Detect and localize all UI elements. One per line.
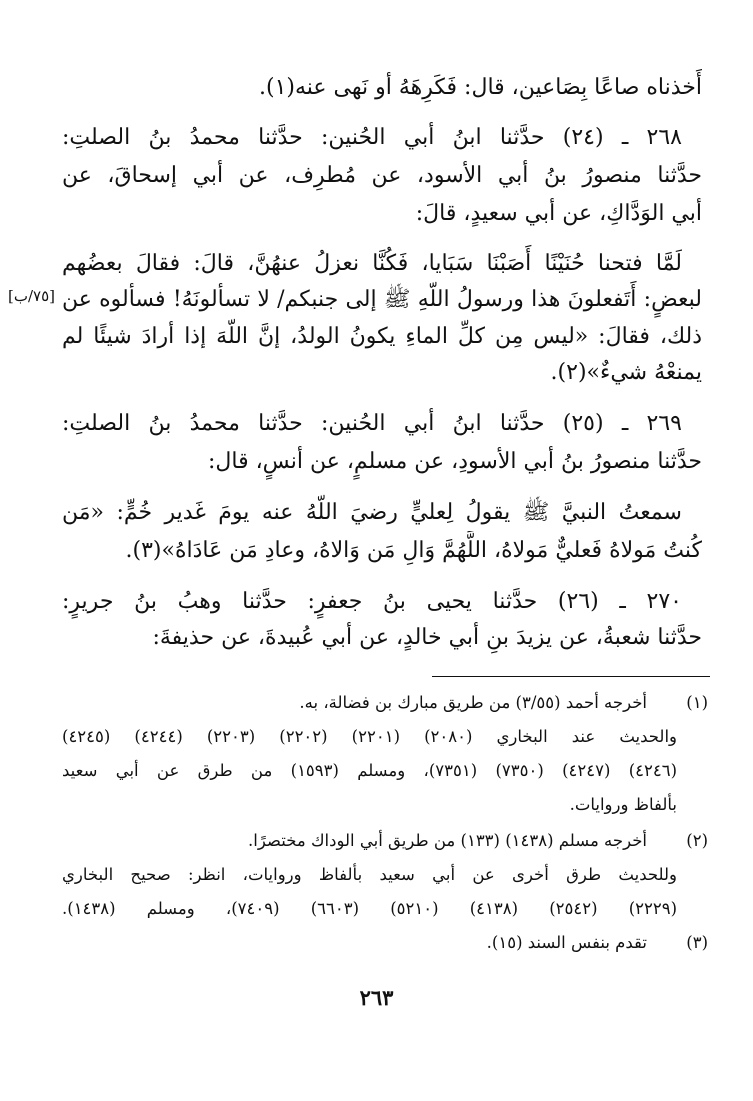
footnote-line: والحديث عند البخاري (٢٠٨٠) (٢٢٠١) (٢٢٠٢) (٢٢٠٣) (٤٢٤٤) (٤٢٤٥) (62, 727, 677, 746)
text-line: يمنعْهُ شيءٌ»(٢). (550, 360, 702, 385)
text-line: حدَّثنا منصورُ بنُ أبي الأسودِ، عن مسلمٍ، عن أنسٍ، قال: (207, 449, 702, 474)
text-line: حدَّثنا شعبةُ، عن يزيدَ بنِ أبي خالدٍ، عن أبي عُبيدةَ، عن حذيفةَ: (152, 625, 702, 650)
text-line: حدَّثنا منصورُ بنُ أبي الأسود، عن مُطرِف، عن أبي إسحاقَ، عن (62, 163, 702, 188)
footnote-number: (١) (686, 693, 708, 712)
hadith-270-heading: ٢٧٠ ـ (٢٦) حدَّثنا يحيى بنُ جعفرٍ: حدَّثنا وهبُ بنُ جريرٍ: (62, 589, 682, 614)
footnote-divider (432, 676, 710, 677)
text-line: أبي الوَدَّاكِ، عن أبي سعيدٍ، قالَ: (415, 201, 702, 226)
hadith-269-heading: ٢٦٩ ـ (٢٥) حدَّثنا ابنُ أبي الحُنين: حدَّثنا محمدُ بنُ الصلتِ: (62, 411, 682, 436)
footnote-number: (٢) (686, 831, 708, 850)
footnote-line: وللحديث طرق أخرى عن أبي سعيد بألفاظ وروايات، انظر: صحيح البخاري (62, 865, 677, 884)
text-line: ذلك، فقالَ: «ليس مِن كلِّ الماءِ يكونُ الولدُ، إنَّ اللّهَ إذا أرادَ شيئًا لم (62, 324, 702, 349)
footnote-line: تقدم بنفس السند (١٥). (486, 933, 647, 952)
text-line: لَمَّا فتحنا حُنَيْنًا أَصَبْنَا سَبَايا، فَكُنَّا نعزلُ عنهُنَّ، قالَ: فقالَ بعضُهم (62, 251, 682, 276)
footnote-line: بألفاظ وروايات. (569, 795, 677, 814)
manuscript-folio-marker: [٧٥/ب] (8, 287, 56, 305)
text-line: أَخذناه صاعًا بِصَاعين، قال: فَكَرِهَهُ أو نَهى عنه(١). (259, 75, 702, 100)
text-line: سمعتُ النبيَّ ﷺ يقولُ لِعليٍّ رضيَ اللّهُ عنه يومَ غَدير خُمٍّ: «مَن (62, 500, 682, 525)
text-line: كُنتُ مَولاهُ فَعليٌّ مَولاهُ، اللَّهُمَّ وَالِ مَن وَالاهُ، وعادِ مَن عَادَاهُ»(٣). (125, 538, 702, 563)
text-line: لبعضٍ: أَتَفعلونَ هذا ورسولُ اللّهِ ﷺ إلى جنبكم/ لا تسألونَهُ! فسألوه عن (62, 287, 702, 312)
page-number: ٢٦٣ (359, 985, 394, 1010)
footnote-number: (٣) (686, 933, 708, 952)
footnote-line: (٤٢٤٦) (٤٢٤٧) (٧٣٥٠) (٧٣٥١)، ومسلم (١٥٩٣) من طرق عن أبي سعيد (62, 761, 677, 780)
hadith-268-heading: ٢٦٨ ـ (٢٤) حدَّثنا ابنُ أبي الحُنين: حدَّثنا محمدُ بنُ الصلتِ: (62, 125, 682, 150)
footnote-line: (٢٢٢٩) (٢٥٤٢) (٤١٣٨) (٥٢١٠) (٦٦٠٣) (٧٤٠٩)، ومسلم (١٤٣٨). (62, 899, 677, 918)
footnote-line: أخرجه أحمد (٣/٥٥) من طريق مبارك بن فضالة، به. (299, 693, 647, 712)
footnote-line: أخرجه مسلم (١٤٣٨) (١٣٣) من طريق أبي الوداك مختصرًا. (247, 831, 647, 850)
